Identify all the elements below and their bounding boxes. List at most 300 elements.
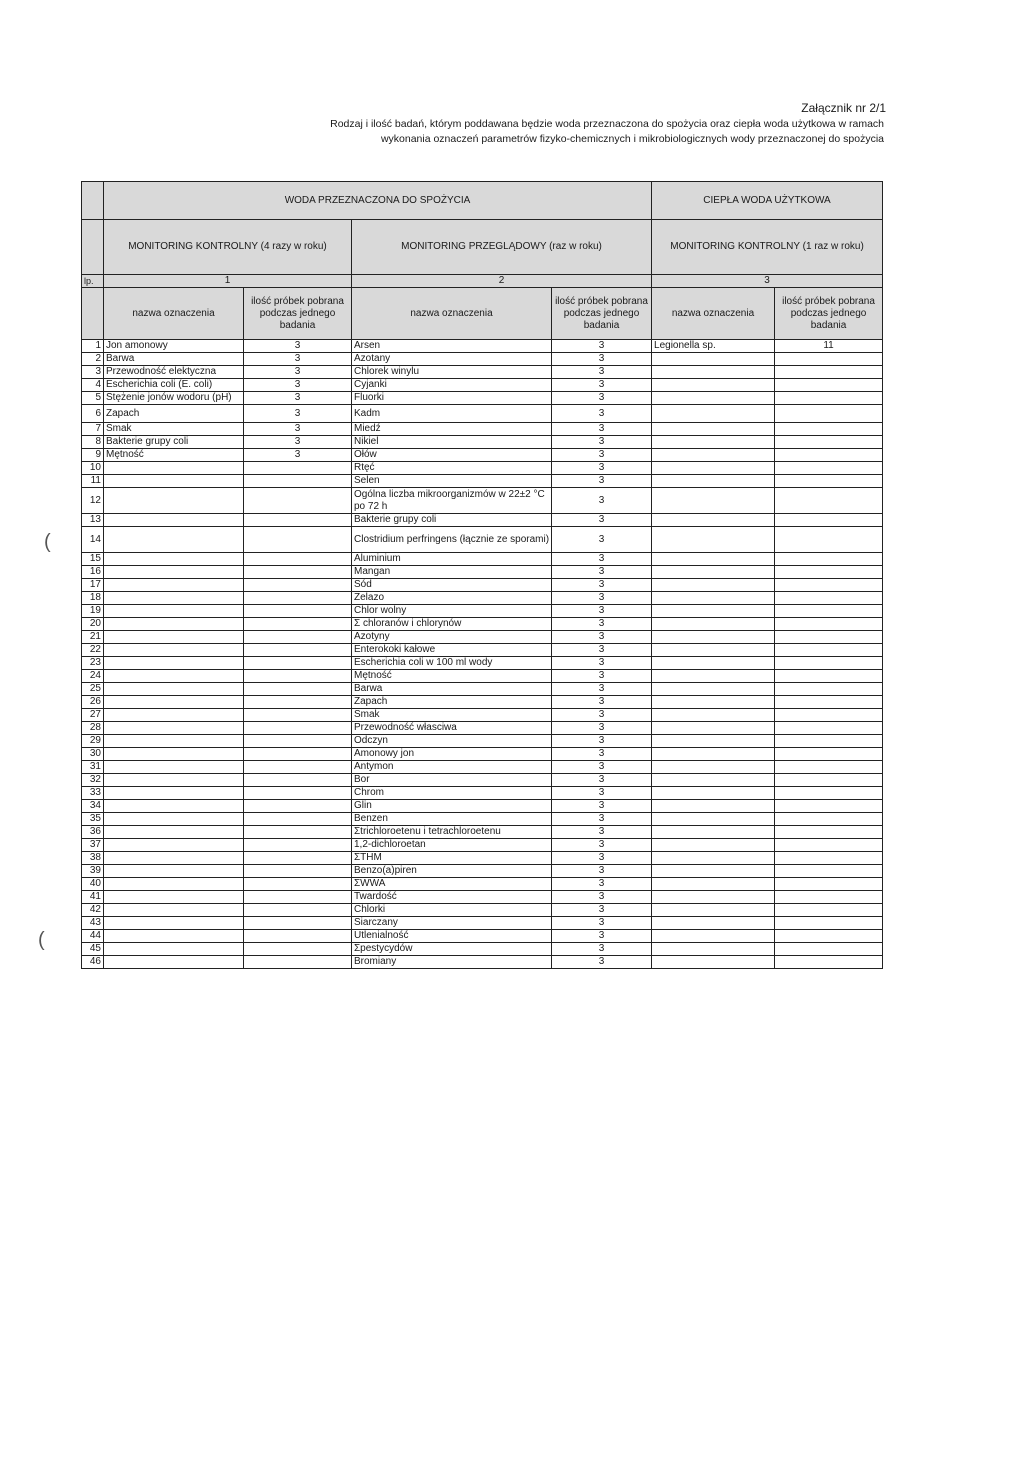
row-count-3: [775, 631, 883, 644]
row-count-3: [775, 852, 883, 865]
table-row: [82, 553, 883, 566]
row-count-1: [244, 579, 352, 592]
table-row: [82, 813, 883, 826]
row-count-1: [244, 605, 352, 618]
table-row: [82, 475, 883, 488]
row-name-2: Zapach: [352, 696, 552, 709]
row-lp: 1: [82, 340, 104, 353]
row-name-3: Legionella sp.: [652, 340, 775, 353]
row-count-2: 3: [552, 462, 652, 475]
row-count-2: 3: [552, 748, 652, 761]
row-name-3: [652, 592, 775, 605]
row-lp: 26: [82, 696, 104, 709]
row-name-1: [104, 527, 244, 553]
row-count-2: 3: [552, 436, 652, 449]
row-name-3: [652, 930, 775, 943]
row-count-3: [775, 826, 883, 839]
header-monitoring-control: MONITORING KONTROLNY (4 razy w roku): [104, 220, 352, 275]
table-row: [82, 436, 883, 449]
row-count-2: 3: [552, 618, 652, 631]
row-count-2: 3: [552, 423, 652, 436]
row-lp: 46: [82, 956, 104, 969]
table-row: [82, 852, 883, 865]
row-count-2: 3: [552, 943, 652, 956]
table-row: [82, 423, 883, 436]
row-count-3: [775, 878, 883, 891]
row-count-2: 3: [552, 800, 652, 813]
row-lp: 20: [82, 618, 104, 631]
row-count-3: [775, 405, 883, 423]
header-hot-water: CIEPŁA WODA UŻYTKOWA: [652, 182, 883, 220]
row-name-3: [652, 709, 775, 722]
row-count-3: [775, 787, 883, 800]
row-name-3: [652, 943, 775, 956]
lp-header-blank: [82, 182, 104, 220]
row-name-1: [104, 904, 244, 917]
row-count-3: [775, 566, 883, 579]
row-name-3: [652, 878, 775, 891]
table-row: [82, 930, 883, 943]
row-name-2: Chlorek winylu: [352, 366, 552, 379]
row-name-2: ΣWWA: [352, 878, 552, 891]
row-count-1: 3: [244, 405, 352, 423]
row-name-1: Stężenie jonów wodoru (pH): [104, 392, 244, 405]
row-lp: 36: [82, 826, 104, 839]
row-count-1: [244, 462, 352, 475]
row-count-3: [775, 657, 883, 670]
col-name-3: nazwa oznaczenia: [652, 288, 775, 340]
table-row: [82, 514, 883, 527]
row-name-2: Clostridium perfringens (łącznie ze sporami): [352, 527, 552, 553]
row-name-3: [652, 774, 775, 787]
row-name-1: Mętność: [104, 449, 244, 462]
row-name-1: [104, 800, 244, 813]
row-name-2: Σtrichloroetenu i tetrachloroetenu: [352, 826, 552, 839]
row-count-1: [244, 787, 352, 800]
row-count-3: [775, 683, 883, 696]
row-name-2: Sód: [352, 579, 552, 592]
row-lp: 42: [82, 904, 104, 917]
row-lp: 8: [82, 436, 104, 449]
row-count-3: [775, 592, 883, 605]
row-count-2: 3: [552, 379, 652, 392]
row-count-2: 3: [552, 392, 652, 405]
row-count-1: [244, 657, 352, 670]
table-row: [82, 366, 883, 379]
table-row: [82, 917, 883, 930]
row-lp: 33: [82, 787, 104, 800]
row-name-2: Azotyny: [352, 631, 552, 644]
row-name-3: [652, 813, 775, 826]
row-count-3: [775, 709, 883, 722]
row-name-3: [652, 379, 775, 392]
row-name-1: [104, 761, 244, 774]
row-name-3: [652, 891, 775, 904]
row-count-3: [775, 436, 883, 449]
row-lp: 25: [82, 683, 104, 696]
table-row: [82, 644, 883, 657]
row-name-1: [104, 865, 244, 878]
table-row: [82, 488, 883, 514]
row-count-2: 3: [552, 366, 652, 379]
table-row: [82, 657, 883, 670]
row-count-2: 3: [552, 735, 652, 748]
row-lp: 41: [82, 891, 104, 904]
row-count-3: [775, 748, 883, 761]
row-count-2: 3: [552, 631, 652, 644]
row-count-2: 3: [552, 774, 652, 787]
table-row: [82, 592, 883, 605]
row-count-3: [775, 774, 883, 787]
row-count-3: [775, 353, 883, 366]
row-name-3: [652, 670, 775, 683]
row-count-3: [775, 553, 883, 566]
row-count-3: [775, 488, 883, 514]
row-count-2: 3: [552, 852, 652, 865]
row-count-1: [244, 683, 352, 696]
row-count-3: [775, 917, 883, 930]
row-name-3: [652, 366, 775, 379]
table-row: [82, 631, 883, 644]
row-count-2: 3: [552, 657, 652, 670]
header-monitoring-review: MONITORING PRZEGLĄDOWY (raz w roku): [352, 220, 652, 275]
row-lp: 30: [82, 748, 104, 761]
row-name-1: [104, 917, 244, 930]
intro-line-1: Rodzaj i ilość badań, którym poddawana będzie woda przeznaczona do spożycia oraz ciepła woda użytkowa w ramach: [330, 118, 884, 130]
row-name-2: Σ chloranów i chlorynów: [352, 618, 552, 631]
row-count-2: 3: [552, 566, 652, 579]
row-name-3: [652, 579, 775, 592]
table-row: [82, 392, 883, 405]
row-name-1: [104, 618, 244, 631]
row-count-1: 3: [244, 379, 352, 392]
row-name-2: Ogólna liczba mikroorganizmów w 22±2 °C po 72 h: [352, 488, 552, 514]
row-count-3: [775, 696, 883, 709]
attachment-number: Załącznik nr 2/1: [801, 101, 886, 115]
row-lp: 2: [82, 353, 104, 366]
row-name-3: [652, 735, 775, 748]
table-row: [82, 605, 883, 618]
row-count-3: [775, 527, 883, 553]
row-lp: 44: [82, 930, 104, 943]
row-name-2: Utlenialność: [352, 930, 552, 943]
row-name-2: Siarczany: [352, 917, 552, 930]
row-name-2: Miedź: [352, 423, 552, 436]
row-name-3: [652, 761, 775, 774]
row-name-2: Nikiel: [352, 436, 552, 449]
table-row: [82, 826, 883, 839]
row-count-2: 3: [552, 826, 652, 839]
row-count-3: [775, 930, 883, 943]
row-name-2: Aluminium: [352, 553, 552, 566]
row-name-3: [652, 618, 775, 631]
row-name-1: [104, 579, 244, 592]
row-count-1: [244, 670, 352, 683]
row-name-3: [652, 826, 775, 839]
row-count-1: [244, 930, 352, 943]
row-count-1: [244, 735, 352, 748]
row-count-3: [775, 392, 883, 405]
row-count-3: [775, 670, 883, 683]
row-lp: 19: [82, 605, 104, 618]
row-name-1: [104, 813, 244, 826]
row-name-2: Azotany: [352, 353, 552, 366]
row-lp: 15: [82, 553, 104, 566]
row-lp: 34: [82, 800, 104, 813]
row-count-3: [775, 800, 883, 813]
row-count-1: [244, 644, 352, 657]
sampling-table: [81, 181, 883, 969]
row-count-2: 3: [552, 592, 652, 605]
row-count-3: [775, 475, 883, 488]
row-name-1: Jon amonowy: [104, 340, 244, 353]
table-row: [82, 735, 883, 748]
row-count-2: 3: [552, 917, 652, 930]
row-count-1: [244, 527, 352, 553]
row-count-2: 3: [552, 956, 652, 969]
row-name-2: Bor: [352, 774, 552, 787]
row-lp: 18: [82, 592, 104, 605]
row-name-3: [652, 353, 775, 366]
row-name-1: [104, 735, 244, 748]
row-count-3: [775, 865, 883, 878]
row-count-2: 3: [552, 405, 652, 423]
row-lp: 23: [82, 657, 104, 670]
row-name-1: Przewodność elektyczna: [104, 366, 244, 379]
row-lp: 35: [82, 813, 104, 826]
row-lp: 16: [82, 566, 104, 579]
col-name-2: nazwa oznaczenia: [352, 288, 552, 340]
row-name-3: [652, 917, 775, 930]
table-row: [82, 353, 883, 366]
row-name-2: Odczyn: [352, 735, 552, 748]
row-count-2: 3: [552, 579, 652, 592]
row-lp: 21: [82, 631, 104, 644]
row-name-2: Benzo(a)piren: [352, 865, 552, 878]
row-count-3: [775, 722, 883, 735]
row-lp: 4: [82, 379, 104, 392]
row-name-3: [652, 956, 775, 969]
row-name-3: [652, 566, 775, 579]
table-row: [82, 787, 883, 800]
row-count-3: [775, 514, 883, 527]
lp-header-blank-2: [82, 220, 104, 275]
table-row: [82, 462, 883, 475]
row-count-1: [244, 891, 352, 904]
row-name-2: 1,2-dichloroetan: [352, 839, 552, 852]
row-lp: 24: [82, 670, 104, 683]
row-name-3: [652, 605, 775, 618]
row-name-1: [104, 878, 244, 891]
row-name-2: Escherichia coli w 100 ml wody: [352, 657, 552, 670]
row-count-1: [244, 696, 352, 709]
group-3-label: 3: [652, 275, 883, 288]
row-count-1: [244, 553, 352, 566]
row-count-3: [775, 579, 883, 592]
row-lp: 39: [82, 865, 104, 878]
row-count-3: [775, 761, 883, 774]
row-lp: 7: [82, 423, 104, 436]
table-row: [82, 683, 883, 696]
row-name-3: [652, 527, 775, 553]
row-name-1: [104, 631, 244, 644]
row-name-1: [104, 644, 244, 657]
row-count-2: 3: [552, 787, 652, 800]
row-name-1: [104, 956, 244, 969]
row-name-2: Bromiany: [352, 956, 552, 969]
row-count-1: [244, 917, 352, 930]
row-count-2: 3: [552, 813, 652, 826]
row-count-3: [775, 943, 883, 956]
row-count-1: 3: [244, 436, 352, 449]
row-name-1: [104, 774, 244, 787]
row-count-1: [244, 852, 352, 865]
row-name-2: Antymon: [352, 761, 552, 774]
row-name-2: Enterokoki kałowe: [352, 644, 552, 657]
row-name-1: [104, 475, 244, 488]
row-name-1: [104, 657, 244, 670]
row-name-2: Chlor wolny: [352, 605, 552, 618]
row-lp: 13: [82, 514, 104, 527]
row-name-1: [104, 787, 244, 800]
row-count-1: [244, 722, 352, 735]
row-name-3: [652, 449, 775, 462]
row-name-2: Σpestycydów: [352, 943, 552, 956]
table-row: [82, 405, 883, 423]
table-row: [82, 878, 883, 891]
row-count-1: [244, 800, 352, 813]
row-lp: 10: [82, 462, 104, 475]
table-row: [82, 800, 883, 813]
row-name-1: [104, 592, 244, 605]
row-name-3: [652, 657, 775, 670]
row-name-2: Smak: [352, 709, 552, 722]
row-name-1: [104, 488, 244, 514]
table-row: [82, 956, 883, 969]
row-count-1: [244, 618, 352, 631]
header-water-for-consumption: WODA PRZEZNACZONA DO SPOŻYCIA: [104, 182, 652, 220]
row-name-2: Przewodność własciwa: [352, 722, 552, 735]
intro-line-2: wykonania oznaczeń parametrów fizyko-chemicznych i mikrobiologicznych wody przeznaczonej do spożycia: [380, 133, 884, 145]
row-name-1: [104, 839, 244, 852]
row-name-2: Ołów: [352, 449, 552, 462]
row-name-1: [104, 696, 244, 709]
row-count-2: 3: [552, 904, 652, 917]
row-count-1: [244, 878, 352, 891]
row-count-1: 3: [244, 449, 352, 462]
row-count-1: [244, 904, 352, 917]
intro-text: [300, 117, 884, 147]
row-name-1: Zapach: [104, 405, 244, 423]
row-count-3: [775, 618, 883, 631]
row-count-2: 3: [552, 449, 652, 462]
row-name-1: [104, 826, 244, 839]
row-name-3: [652, 748, 775, 761]
row-name-3: [652, 839, 775, 852]
col-count-1: ilość próbek pobrana podczas jednego badania: [244, 288, 352, 340]
table-row: [82, 709, 883, 722]
col-count-2: ilość próbek pobrana podczas jednego badania: [552, 288, 652, 340]
row-lp: 14: [82, 527, 104, 553]
table-row: [82, 865, 883, 878]
row-count-1: [244, 748, 352, 761]
row-name-2: Mangan: [352, 566, 552, 579]
row-name-2: Glin: [352, 800, 552, 813]
row-lp: 9: [82, 449, 104, 462]
row-lp: 5: [82, 392, 104, 405]
row-count-1: 3: [244, 366, 352, 379]
header-monitoring-control-hot: MONITORING KONTROLNY (1 raz w roku): [652, 220, 883, 275]
row-count-1: [244, 514, 352, 527]
row-name-1: [104, 514, 244, 527]
row-name-2: Twardość: [352, 891, 552, 904]
row-count-3: [775, 839, 883, 852]
row-lp: 43: [82, 917, 104, 930]
row-name-3: [652, 392, 775, 405]
table-row: [82, 527, 883, 553]
row-count-1: [244, 631, 352, 644]
row-count-2: 3: [552, 878, 652, 891]
row-name-2: Benzen: [352, 813, 552, 826]
row-count-1: 3: [244, 392, 352, 405]
table-row: [82, 748, 883, 761]
row-lp: 37: [82, 839, 104, 852]
row-name-2: Bakterie grupy coli: [352, 514, 552, 527]
row-name-1: Smak: [104, 423, 244, 436]
table-row: [82, 761, 883, 774]
row-count-3: [775, 735, 883, 748]
row-lp: 12: [82, 488, 104, 514]
row-name-1: Barwa: [104, 353, 244, 366]
row-name-3: [652, 436, 775, 449]
row-count-1: [244, 839, 352, 852]
row-name-3: [652, 423, 775, 436]
row-count-1: [244, 813, 352, 826]
table-row: [82, 722, 883, 735]
row-count-3: [775, 956, 883, 969]
row-count-2: 3: [552, 514, 652, 527]
row-count-1: [244, 761, 352, 774]
row-name-2: Amonowy jon: [352, 748, 552, 761]
table-row: [82, 579, 883, 592]
margin-mark-2: (: [38, 929, 45, 951]
row-name-3: [652, 462, 775, 475]
table-row: [82, 839, 883, 852]
table-row: [82, 449, 883, 462]
row-count-2: 3: [552, 670, 652, 683]
row-count-2: 3: [552, 475, 652, 488]
table-row: [82, 696, 883, 709]
row-name-1: Escherichia coli (E. coli): [104, 379, 244, 392]
row-count-1: [244, 865, 352, 878]
row-name-3: [652, 800, 775, 813]
row-count-3: [775, 813, 883, 826]
row-name-3: [652, 514, 775, 527]
row-count-2: 3: [552, 865, 652, 878]
row-count-1: [244, 943, 352, 956]
row-name-3: [652, 722, 775, 735]
row-lp: 38: [82, 852, 104, 865]
row-lp: 28: [82, 722, 104, 735]
row-count-3: [775, 423, 883, 436]
row-count-2: 3: [552, 340, 652, 353]
table-row: [82, 774, 883, 787]
group-1-label: 1: [104, 275, 352, 288]
row-count-3: [775, 366, 883, 379]
row-name-3: [652, 904, 775, 917]
row-count-1: [244, 566, 352, 579]
table-row: [82, 891, 883, 904]
